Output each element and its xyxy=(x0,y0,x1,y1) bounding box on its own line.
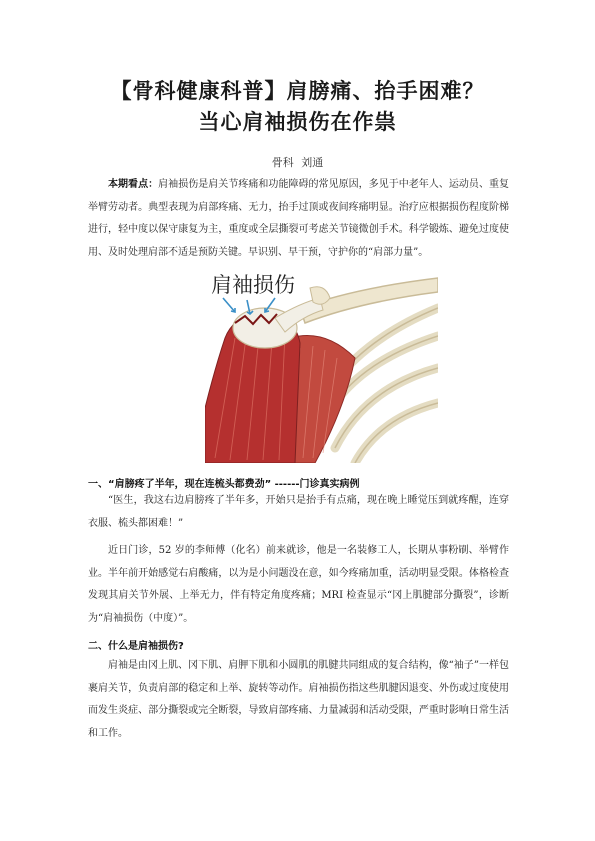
section-1-case: 近日门诊，52 岁的李师傅（化名）前来就诊，他是一名装修工人，长期从事粉刷、举臂作业。半年前开始感觉右肩酸痛，以为是小问题没在意，如今疼痛加重，活动明显受限。体格检查发现其肩关节外展、上举无力，伴有特定角度疼痛；MRI 检查显示“冈上肌腱部分撕裂”，诊断为“肩袖损伤（中度）”。 xyxy=(88,545,509,624)
title-line-1: 【骨科健康科普】肩膀痛、抬手困难？ xyxy=(110,79,485,103)
section-1-heading: 一、“肩膀疼了半年，现在连梳头都费劲” ------门诊真实病例 xyxy=(88,479,360,490)
section-2-heading: 二、什么是肩袖损伤? xyxy=(88,641,184,652)
intro-paragraph xyxy=(88,174,509,264)
title-line-2: 当心肩袖损伤在作祟 xyxy=(198,110,397,134)
section-1-quote: “医生，我这右边肩膀疼了半年多，开始只是抬手有点痛，现在晚上睡觉压到就疼醒，连穿衣服、梳头都困难！” xyxy=(88,495,509,529)
author-byline: 骨科 刘通 xyxy=(271,156,324,169)
figure-label: 肩袖损伤 xyxy=(211,273,295,297)
section-2-text: 肩袖是由冈上肌、冈下肌、肩胛下肌和小圆肌的肌腱共同组成的复合结构，像“袖子”一样包裹肩关节，负责肩部的稳定和上举、旋转等动作。肩袖损伤指这些肌腱因退变、外伤或过度使用而发生炎症、部分撕裂或完全断裂，导致肩部疼痛、力量减弱和活动受限，严重时影响日常生活和工作。 xyxy=(88,660,509,739)
shoulder-anatomy-figure xyxy=(205,268,438,463)
intro-label: 本期看点： xyxy=(108,179,159,190)
shoulder-anatomy-illustration xyxy=(205,268,438,463)
intro-text: 肩袖损伤是肩关节疼痛和功能障碍的常见原因，多见于中老年人、运动员、重复举臂劳动者。典型表现为肩部疼痛、无力，抬手过顶或夜间疼痛明显。治疗应根据损伤程度阶梯进行，轻中度以保守康复为主，重度或全层撕裂可考虑关节镜微创手术。科学锻炼、避免过度使用、及时处理肩部不适是预防关键。早识别、早干预，守护你的“肩部力量”。 xyxy=(88,179,510,258)
